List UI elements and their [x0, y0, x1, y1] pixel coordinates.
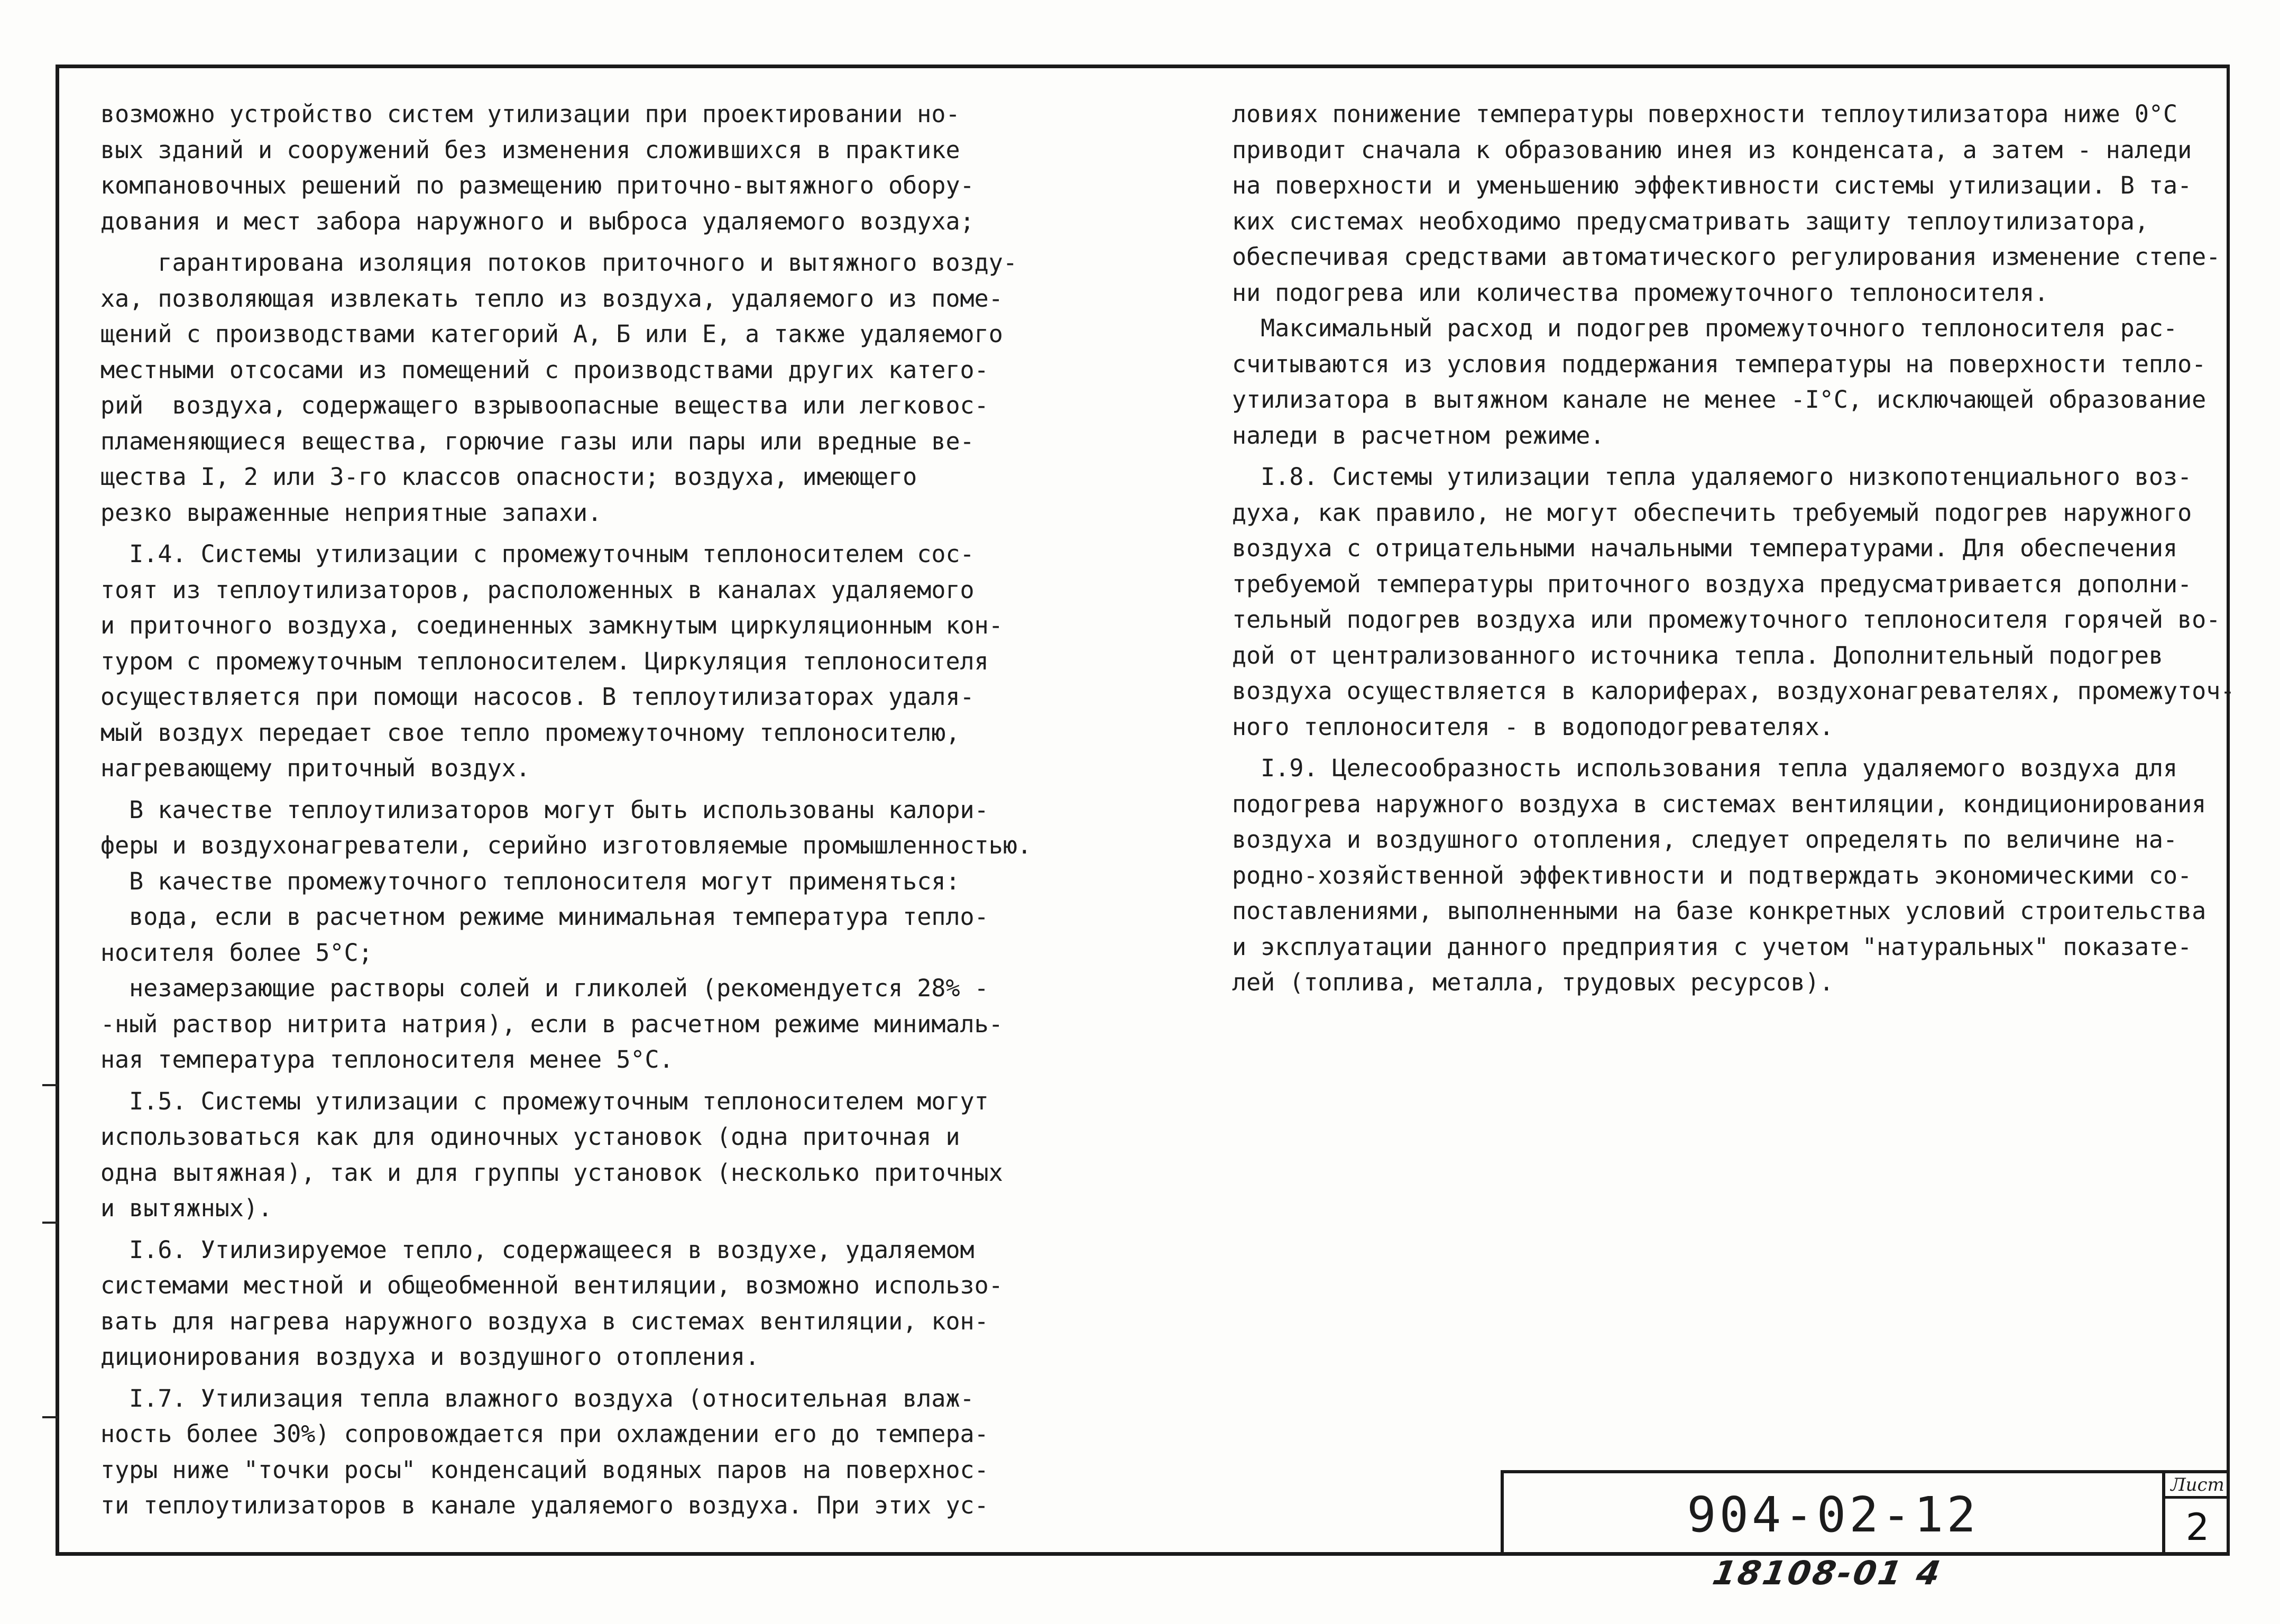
text-line: вода, если в расчетном режиме минимальная температура тепло-: [100, 903, 989, 931]
sheet-number: 2: [2185, 1506, 2210, 1549]
text-line: считываются из условия поддержания температуры на поверхности тепло-: [1232, 350, 2207, 378]
text-line: лей (топлива, металла, трудовых ресурсов).: [1232, 968, 1834, 996]
text-line: гарантирована изоляция потоков приточного и вытяжного возду-: [100, 249, 1017, 277]
text-line: ного теплоносителя - в водоподогревателях.: [1232, 712, 1834, 741]
text-line: воздуха с отрицательными начальными температурами. Для обеспечения: [1232, 534, 2178, 562]
text-line: компановочных решений по размещению приточно-вытяжного обору-: [100, 171, 974, 199]
text-line: I.8. Системы утилизации тепла удаляемого низкопотенциального воз-: [1232, 463, 2192, 491]
text-line: воздуха осуществляется в калориферах, воздухонагревателях, промежуточ-: [1232, 677, 2235, 705]
text-line: духа, как правило, не могут обеспечить требуемый подогрев наружного: [1232, 498, 2192, 527]
document-code: 904-02-12: [1687, 1486, 1979, 1543]
text-line: тельный подогрев воздуха или промежуточного теплоносителя горячей во-: [1232, 605, 2221, 634]
text-line: ти теплоутилизаторов в канале удаляемого воздуха. При этих ус-: [100, 1491, 989, 1519]
text-line: дой от централизованного источника тепла. Дополнительный подогрев: [1232, 641, 2163, 669]
text-line: диционирования воздуха и воздушного отопления.: [100, 1343, 760, 1371]
text-line: I.4. Системы утилизации с промежуточным теплоносителем сос-: [100, 540, 974, 568]
text-line: ная температура теплоносителя менее 5°C.: [100, 1045, 674, 1074]
text-line: щества I, 2 или 3-го классов опасности; воздуха, имеющего: [100, 463, 917, 491]
text-line: осуществляется при помощи насосов. В теплоутилизаторах удаля-: [100, 683, 974, 711]
text-line: воздуха и воздушного отопления, следует определять по величине на-: [1232, 825, 2178, 854]
text-line: незамерзающие растворы солей и гликолей (рекомендуется 28% -: [100, 974, 989, 1002]
margin-tick: [42, 1416, 58, 1418]
paragraph: [1232, 750, 2221, 1001]
paragraph: [1232, 96, 2221, 453]
inventory-number: 18108-01 4: [1709, 1554, 1945, 1592]
title-block: [1501, 1470, 2230, 1556]
text-line: ни подогрева или количества промежуточного теплоносителя.: [1232, 278, 2049, 307]
text-line: I.6. Утилизируемое тепло, содержащееся в воздухе, удаляемом: [100, 1235, 974, 1264]
paragraph: [100, 1232, 1021, 1375]
text-line: I.9. Целесообразность использования тепла удаляемого воздуха для: [1232, 754, 2178, 782]
text-line: родно-хозяйственной эффективности и подтверждать экономическими со-: [1232, 861, 2192, 889]
text-line: наледи в расчетном режиме.: [1232, 421, 1605, 449]
text-line: -ный раствор нитрита натрия), если в расчетном режиме минималь-: [100, 1010, 1003, 1038]
text-line: подогрева наружного воздуха в системах вентиляции, кондиционирования: [1232, 790, 2207, 818]
text-line: требуемой температуры приточного воздуха предусматривается дополни-: [1232, 570, 2192, 598]
text-line: резко выраженные неприятные запахи.: [100, 498, 602, 527]
text-line: ха, позволяющая извлекать тепло из воздуха, удаляемого из поме-: [100, 284, 1003, 313]
text-line: рий воздуха, содержащего взрывоопасные вещества или легковос-: [100, 391, 989, 419]
text-line: пламеняющиеся вещества, горючие газы или пары или вредные ве-: [100, 427, 974, 455]
left-text-column: [100, 96, 1032, 1529]
text-line: поставлениями, выполненными на базе конкретных условий строительства: [1232, 897, 2207, 925]
margin-tick: [42, 1222, 58, 1224]
paragraph: [100, 792, 1032, 1078]
text-line: I.5. Системы утилизации с промежуточным теплоносителем могут: [100, 1087, 989, 1115]
text-line: I.7. Утилизация тепла влажного воздуха (относительная влаж-: [100, 1384, 974, 1412]
text-line: утилизатора в вытяжном канале не менее -I°C, исключающей образование: [1232, 386, 2207, 414]
paragraph: [100, 1381, 1021, 1524]
text-line: туром с промежуточным теплоносителем. Циркуляция теплоносителя: [100, 647, 989, 675]
text-line: обеспечивая средствами автоматического регулирования изменение степе-: [1232, 243, 2221, 271]
text-line: туры ниже "точки росы" конденсаций водяных паров на поверхнос-: [100, 1455, 989, 1484]
paragraph: [100, 245, 1021, 530]
text-line: на поверхности и уменьшению эффективности системы утилизации. В та-: [1232, 171, 2192, 199]
paragraph: [100, 1084, 1021, 1226]
text-line: В качестве теплоутилизаторов могут быть использованы калори-: [100, 795, 989, 824]
text-line: Максимальный расход и подогрев промежуточного теплоносителя рас-: [1232, 314, 2178, 342]
text-line: и приточного воздуха, соединенных замкнутым циркуляционным кон-: [100, 611, 1003, 639]
sheet-box: [2162, 1473, 2230, 1556]
text-line: возможно устройство систем утилизации при проектировании но-: [100, 100, 960, 128]
paragraph: [1232, 459, 2235, 745]
text-line: ность более 30%) сопровождается при охлаждении его до темпера-: [100, 1420, 989, 1448]
text-line: носителя более 5°C;: [100, 938, 373, 967]
text-line: и эксплуатации данного предприятия с учетом "натуральных" показате-: [1232, 932, 2192, 961]
text-line: и вытяжных).: [100, 1194, 273, 1222]
text-line: феры и воздухонагреватели, серийно изготовляемые промышленностью.: [100, 831, 1032, 859]
text-line: приводит сначала к образованию инея из конденсата, а затем - наледи: [1232, 135, 2192, 164]
text-line: нагревающему приточный воздух.: [100, 754, 530, 782]
text-line: вать для нагрева наружного воздуха в системах вентиляции, кон-: [100, 1307, 989, 1335]
sheet-label: Лист: [2165, 1473, 2230, 1499]
text-line: использоваться как для одиночных установок (одна приточная и: [100, 1123, 960, 1151]
text-line: местными отсосами из помещений с производствами других катего-: [100, 355, 989, 384]
text-line: тоят из теплоутилизаторов, расположенных в каналах удаляемого: [100, 575, 974, 604]
right-text-column: [1232, 96, 2235, 1006]
paragraph: [100, 96, 1021, 239]
text-line: вых зданий и сооружений без изменения сложившихся в практике: [100, 135, 960, 164]
text-line: ловиях понижение температуры поверхности теплоутилизатора ниже 0°C: [1232, 100, 2178, 128]
text-line: одна вытяжная), так и для группы установок (несколько приточных: [100, 1158, 1003, 1187]
text-line: системами местной и общеобменной вентиляции, возможно использо-: [100, 1271, 1003, 1299]
text-line: ких системах необходимо предусматривать защиту теплоутилизатора,: [1232, 207, 2149, 235]
text-line: мый воздух передает свое тепло промежуточному теплоносителю,: [100, 718, 960, 747]
paragraph: [100, 536, 1021, 786]
text-line: В качестве промежуточного теплоносителя могут применяться:: [100, 867, 960, 895]
text-line: дования и мест забора наружного и выброса удаляемого воздуха;: [100, 207, 974, 235]
text-line: щений с производствами категорий А, Б или Е, а также удаляемого: [100, 320, 1003, 348]
margin-tick: [42, 1084, 58, 1086]
